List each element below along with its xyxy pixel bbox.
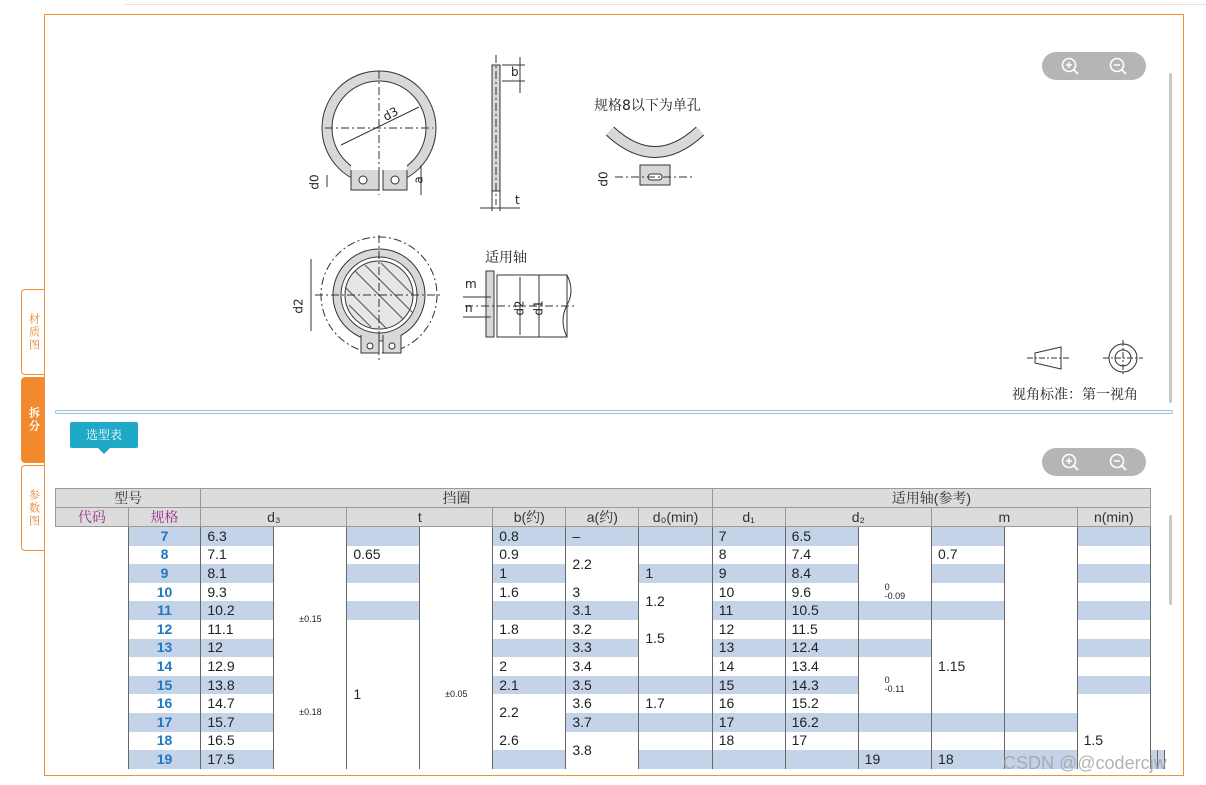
label-n: n: [465, 301, 473, 315]
label-d0-partial: d0: [596, 171, 611, 187]
spec-cell: 7: [128, 527, 201, 546]
d1-cell: 9: [712, 564, 785, 583]
d0-cell: 1.7: [639, 694, 712, 713]
n-cell: [1077, 601, 1150, 620]
zoom-in-button[interactable]: [1060, 56, 1080, 76]
d2-tol-cell: [858, 601, 931, 620]
d2-tolerance-b: 0 -0.11: [858, 676, 931, 695]
header-code: 代码: [56, 508, 129, 527]
d0-cell: [639, 713, 712, 732]
t-tol-cell: [639, 750, 712, 769]
m-cell: [932, 564, 1005, 583]
header-m: m: [932, 508, 1078, 527]
d0-cell: [639, 527, 712, 546]
b-cell: 2.6: [493, 732, 566, 751]
d3-cell: 16.5: [201, 732, 274, 751]
d1-cell: 16: [712, 694, 785, 713]
table-row: [56, 713, 1165, 732]
spec-cell: 17: [128, 713, 201, 732]
spec-cell: 18: [128, 732, 201, 751]
d3-tol-cell: [274, 527, 347, 583]
header-model: 型号: [56, 489, 201, 508]
label-d2-side: d2: [512, 300, 527, 316]
n-cell: [1077, 527, 1150, 546]
d0-cell: 1.2: [639, 583, 712, 620]
a-cell: 3.8: [566, 732, 639, 769]
a-cell: 3: [566, 583, 639, 602]
n-cell: [1077, 564, 1150, 583]
d3-cell: 6.3: [201, 527, 274, 546]
m-cell: [932, 527, 1005, 546]
d2-tol-cell: [858, 620, 931, 639]
table-row: [56, 546, 1165, 565]
table-row: [56, 527, 1165, 546]
a-cell: 3.2: [566, 620, 639, 639]
d2-tol-cell: [858, 713, 931, 732]
technical-drawing: [45, 15, 1184, 410]
tab-split[interactable]: 拆分: [21, 377, 45, 463]
header-d0: d₀(min): [639, 508, 712, 527]
d0-cell: 1: [639, 564, 712, 583]
header-d2: d₂: [785, 508, 931, 527]
a-cell: 3.1: [566, 601, 639, 620]
side-tabs: [21, 289, 45, 551]
label-d3: d3: [380, 104, 401, 124]
b-cell: 1.8: [493, 620, 566, 639]
label-a: a: [411, 176, 426, 184]
t-tolerance: ±0.05: [420, 620, 493, 769]
single-hole-note: 规格8以下为单孔: [594, 98, 701, 114]
spec-cell: 10: [128, 583, 201, 602]
d2-cell: 11.5: [785, 620, 858, 639]
section-divider: [55, 410, 1173, 414]
a-cell: 3.6: [566, 694, 639, 713]
spec-cell: 12: [128, 620, 201, 639]
d2-cell: 6.5: [785, 527, 858, 546]
table-scrollbar[interactable]: [1169, 515, 1172, 605]
m-cell: [932, 583, 1005, 602]
t-cell: [347, 601, 420, 620]
zoom-in-icon: [1060, 452, 1080, 472]
table-zoom-in-button[interactable]: [1060, 452, 1080, 472]
main-frame: [44, 14, 1184, 776]
a-cell: 3.3: [566, 639, 639, 658]
t-cell: 0.65: [347, 546, 420, 565]
n-cell: [1077, 620, 1150, 639]
m-tol-cell: [1005, 732, 1077, 751]
zoom-out-icon: [1108, 452, 1128, 472]
label-t: t: [515, 193, 520, 207]
b-cell: [493, 639, 566, 658]
d1-cell: 11: [712, 601, 785, 620]
d0-cell: [785, 750, 858, 769]
d3-cell: 17.5: [201, 750, 274, 769]
zoom-in-icon: [1060, 56, 1080, 76]
spec-cell: 14: [128, 657, 201, 676]
d3-cell: 7.1: [201, 546, 274, 565]
d2-cell: 13.4: [785, 657, 858, 676]
d2-tolerance-a: 0 -0.09: [858, 583, 931, 602]
n-cell: [1077, 694, 1150, 713]
m-tol-cell: [1005, 583, 1077, 620]
d2-cell: 9.6: [785, 583, 858, 602]
a-cell: –: [566, 527, 639, 546]
d2-cell: 18: [932, 750, 1005, 769]
n-cell: [1077, 583, 1150, 602]
d1-cell: 19: [858, 750, 931, 769]
spec-cell: 9: [128, 564, 201, 583]
d1-cell: 8: [712, 546, 785, 565]
spec-cell: 19: [128, 750, 201, 769]
spec-cell: 11: [128, 601, 201, 620]
label-d0: d0: [307, 174, 322, 190]
d3-cell: 12.9: [201, 657, 274, 676]
label-d2-cross: d2: [291, 298, 306, 314]
table-zoom-out-button[interactable]: [1108, 452, 1128, 472]
d1-cell: 17: [712, 713, 785, 732]
m-cell: [932, 601, 1005, 620]
table-row: [56, 583, 1165, 602]
header-d1: d₁: [712, 508, 785, 527]
tab-parameter-drawing[interactable]: 参数图: [21, 465, 45, 551]
t-cell: [493, 750, 566, 769]
a-cell: 3.7: [566, 713, 639, 732]
b-cell: [493, 601, 566, 620]
drawing-scrollbar[interactable]: [1169, 73, 1172, 403]
d0-cell: [639, 657, 712, 676]
d1-cell: 15: [712, 676, 785, 695]
d2-tol-cell: [858, 732, 931, 751]
d2-tol-cell: [858, 527, 931, 583]
d0-cell: [639, 676, 712, 695]
d0-cell: 1.5: [639, 620, 712, 657]
a-cell: 3.4: [566, 657, 639, 676]
top-border-strip: [125, 0, 1206, 5]
n-cell: [1077, 546, 1150, 565]
zoom-out-icon: [1108, 56, 1128, 76]
d2-tol-cell: [858, 657, 931, 676]
d3-cell: 8.1: [201, 564, 274, 583]
b-cell: 1.6: [493, 583, 566, 602]
a-cell: 2.2: [566, 546, 639, 583]
table-zoom-controls: [1042, 448, 1146, 476]
spec-cell: 8: [128, 546, 201, 565]
d1-cell: 7: [712, 527, 785, 546]
n-cell: [1077, 639, 1150, 658]
n-cell: 1.5: [1077, 713, 1150, 769]
header-b: b(约): [493, 508, 566, 527]
header-spec: 规格: [128, 508, 201, 527]
d3-cell: 12: [201, 639, 274, 658]
table-row: [56, 601, 1165, 620]
m-cell: 0.7: [932, 546, 1005, 565]
d2-cell: 12.4: [785, 639, 858, 658]
header-n: n(min): [1077, 508, 1150, 527]
header-d3: d₃: [201, 508, 347, 527]
t-cell: 1: [347, 620, 420, 769]
d0-cell: [639, 546, 712, 565]
zoom-out-button[interactable]: [1108, 56, 1128, 76]
selection-table-button[interactable]: 选型表: [70, 422, 138, 448]
header-shaft: 适用轴(参考): [712, 489, 1150, 508]
m-cell: [932, 713, 1005, 732]
d2-tol-cell: [858, 639, 931, 658]
d1-cell: 18: [712, 732, 785, 751]
label-d1: d1: [531, 300, 546, 316]
d3-cell: 10.2: [201, 601, 274, 620]
spec-cell: 15: [128, 676, 201, 695]
d3-cell: 11.1: [201, 620, 274, 639]
m-tol-cell: [1005, 713, 1077, 732]
d3-cell: 15.7: [201, 713, 274, 732]
t-cell: [347, 583, 420, 602]
table-row: [56, 732, 1165, 751]
t-tol-cell: [420, 527, 493, 583]
d3-tolerance: ±0.18: [274, 657, 347, 769]
table-row: [56, 620, 1165, 639]
n-cell: [1077, 657, 1150, 676]
m-cell: 1.15: [932, 620, 1005, 713]
b-cell: 0.8: [493, 527, 566, 546]
m-tol-cell: [1005, 620, 1077, 713]
d1-cell: 13: [712, 639, 785, 658]
b-cell: 2.1: [493, 676, 566, 695]
m-cell: [932, 732, 1005, 751]
label-b: b: [511, 65, 519, 79]
drawing-zoom-controls: [1042, 52, 1146, 80]
n-cell: [1077, 676, 1150, 695]
d1-cell: 10: [712, 583, 785, 602]
b-cell: 1: [493, 564, 566, 583]
t-tol-cell: [420, 583, 493, 620]
d2-cell: 15.2: [785, 694, 858, 713]
selection-table: [55, 488, 1165, 776]
watermark: CSDN @@codercjw: [1003, 753, 1167, 773]
header-a: a(约): [566, 508, 639, 527]
label-m: m: [465, 277, 477, 291]
d2-cell: 8.4: [785, 564, 858, 583]
d2-cell: 17: [785, 732, 858, 751]
d3-cell: 14.7: [201, 694, 274, 713]
d2-cell: 7.4: [785, 546, 858, 565]
spec-cell: 16: [128, 694, 201, 713]
t-cell: [347, 527, 420, 546]
d1-cell: 12: [712, 620, 785, 639]
shaft-title: 适用轴: [485, 250, 527, 266]
b-cell: 2: [493, 657, 566, 676]
d1-cell: 14: [712, 657, 785, 676]
code-cell: [56, 527, 129, 769]
d3-cell: 13.8: [201, 676, 274, 695]
b-cell: [712, 750, 785, 769]
m-tol-cell: [1005, 527, 1077, 583]
d3-tolerance: ±0.15: [274, 583, 347, 657]
d2-cell: 10.5: [785, 601, 858, 620]
spec-cell: 13: [128, 639, 201, 658]
d2-tol-cell: [858, 694, 931, 713]
header-t: t: [347, 508, 493, 527]
d2-cell: 14.3: [785, 676, 858, 695]
header-ring: 挡圈: [201, 489, 712, 508]
t-cell: [347, 564, 420, 583]
a-cell: 3.5: [566, 676, 639, 695]
d3-cell: 9.3: [201, 583, 274, 602]
spec-table: [55, 488, 1165, 769]
tab-material-drawing[interactable]: 材质图: [21, 289, 45, 375]
view-standard-label: 视角标准：第一视角: [1012, 387, 1138, 403]
d2-cell: 16.2: [785, 713, 858, 732]
d0-cell: [639, 732, 712, 751]
b-cell: 2.2: [493, 694, 566, 731]
b-cell: 0.9: [493, 546, 566, 565]
